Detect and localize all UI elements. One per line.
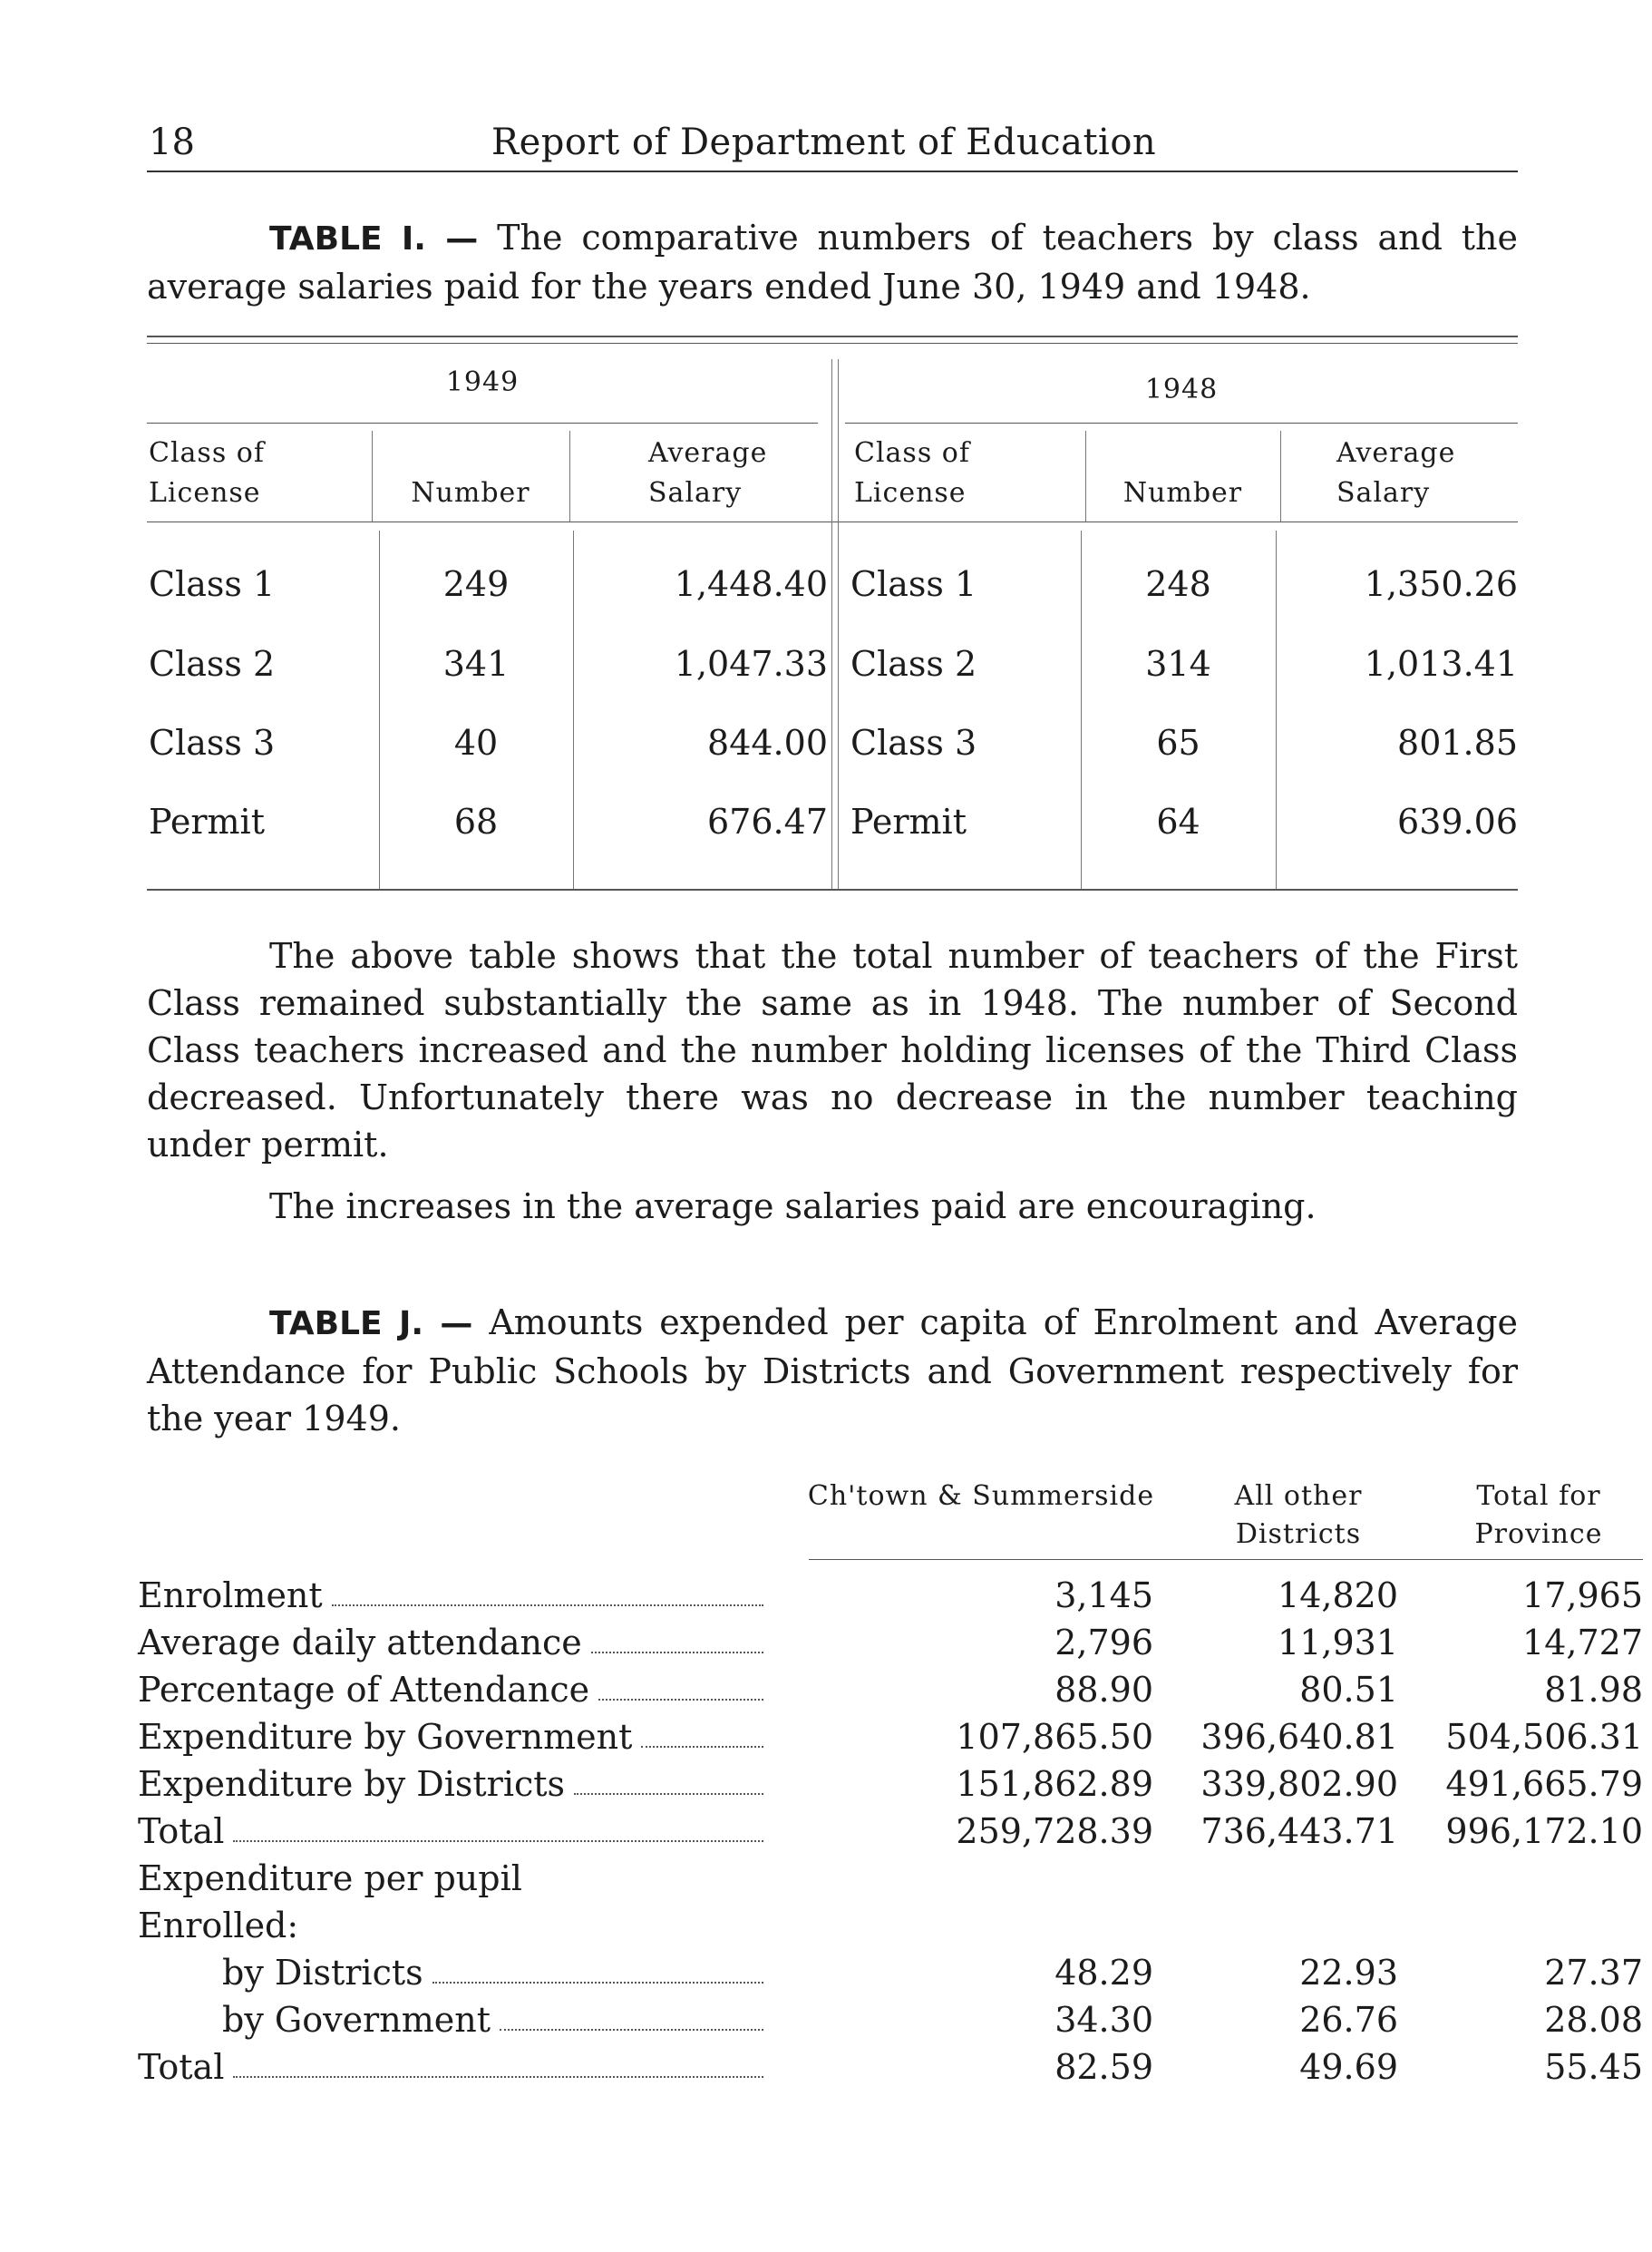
table-row — [138, 1717, 1643, 1764]
row-label: Percentage of Attendance — [138, 1670, 598, 1710]
row-label: Expenditure per pupil — [138, 1858, 531, 1898]
table-i — [147, 336, 1518, 891]
table-i-label: TABLE I. — — [269, 220, 479, 258]
cell-1949-class: Class 3 — [149, 723, 276, 763]
running-header — [147, 116, 1518, 172]
table-i-caption-text: The comparative numbers of teachers by class and the average salaries paid for the years ended June 30, 1949 and 1948. — [147, 218, 1518, 307]
cell-1949-class: Class 2 — [149, 644, 276, 684]
running-title: Report of Department of Education — [491, 122, 1157, 163]
value-chtown: 259,728.39 — [956, 1811, 1153, 1851]
value-chtown: 3,145 — [1054, 1575, 1153, 1615]
table-j-header-other: All other Districts — [1234, 1480, 1363, 1550]
header-number-1949: Number — [411, 477, 530, 509]
value-other: 49.69 — [1299, 2047, 1398, 2087]
row-label: by Districts — [222, 1953, 432, 1993]
table-j-header-chtown: Ch'town & Summerside — [807, 1480, 1155, 1512]
table-j-caption-text: Amounts expended per capita of Enrolment and Average Attendance for Public Schools by Districts and Government respectively for the year 1949. — [147, 1302, 1519, 1438]
table-j-header-total: Total for Province — [1474, 1480, 1603, 1550]
value-total: 55.45 — [1544, 2047, 1643, 2087]
cell-1948-number: 248 — [1145, 564, 1211, 604]
table-row — [138, 1575, 1643, 1623]
cell-1949-salary: 1,448.40 — [674, 564, 828, 604]
header-salary-1948: Average Salary — [1336, 437, 1456, 509]
page-number: 18 — [149, 122, 195, 163]
header-salary-1949: Average Salary — [648, 437, 768, 509]
cell-1949-number: 40 — [453, 723, 499, 763]
cell-1948-salary: 1,013.41 — [1364, 644, 1518, 684]
cell-1948-class: Class 3 — [850, 723, 977, 763]
cell-1949-number: 249 — [442, 564, 510, 604]
cell-1948-salary: 639.06 — [1397, 802, 1518, 842]
value-total: 17,965 — [1522, 1575, 1643, 1615]
row-label: by Government — [222, 2000, 500, 2040]
value-other: 339,802.90 — [1200, 1764, 1398, 1804]
cell-1948-class: Permit — [850, 802, 967, 842]
cell-1948-salary: 801.85 — [1397, 723, 1518, 763]
table-row — [138, 1623, 1643, 1670]
row-label: Expenditure by Districts — [138, 1764, 574, 1804]
table-j-caption — [147, 1299, 1518, 1442]
value-total: 27.37 — [1544, 1953, 1643, 1993]
value-chtown: 2,796 — [1054, 1623, 1153, 1662]
table-row — [138, 1953, 1643, 2000]
value-other: 80.51 — [1299, 1670, 1398, 1710]
header-class-1949: Class of License — [149, 437, 265, 509]
cell-1948-number: 64 — [1156, 802, 1200, 842]
row-label: Total — [138, 1811, 233, 1851]
cell-1949-class: Class 1 — [149, 564, 276, 604]
value-other: 736,443.71 — [1200, 1811, 1398, 1851]
cell-1948-class: Class 1 — [850, 564, 977, 604]
value-chtown: 107,865.50 — [956, 1717, 1153, 1757]
value-total: 491,665.79 — [1445, 1764, 1643, 1804]
value-other: 14,820 — [1278, 1575, 1398, 1615]
row-label: Total — [138, 2047, 233, 2087]
row-label: Enrolled: — [138, 1906, 307, 1945]
value-chtown: 48.29 — [1054, 1953, 1153, 1993]
table-i-caption — [147, 214, 1518, 310]
header-number-1948: Number — [1122, 477, 1243, 509]
table-j-label: TABLE J. — — [269, 1305, 473, 1342]
table-j — [138, 1465, 1643, 2100]
value-other: 396,640.81 — [1200, 1717, 1398, 1757]
body-paragraph: The increases in the average salaries paid are encouraging. — [269, 1186, 1317, 1226]
value-chtown: 82.59 — [1054, 2047, 1153, 2087]
cell-1949-salary: 844.00 — [707, 723, 828, 763]
cell-1949-number: 341 — [442, 644, 510, 684]
cell-1948-class: Class 2 — [850, 644, 977, 684]
cell-1949-number: 68 — [453, 802, 499, 842]
value-total: 996,172.10 — [1445, 1811, 1643, 1851]
header-class-1948: Class of License — [854, 437, 970, 509]
value-total: 504,506.31 — [1445, 1717, 1643, 1757]
value-total: 81.98 — [1544, 1670, 1643, 1710]
value-chtown: 34.30 — [1054, 2000, 1153, 2040]
cell-1949-salary: 1,047.33 — [674, 644, 828, 684]
body-paragraph: The above table shows that the total number of teachers of the First Class remained substantially the same as in 1948. The number of Second Class teachers increased and the number holding licenses of the Third Class decreased. Unfortunately there was no decrease in the number teaching under permit. — [147, 936, 1518, 1165]
cell-1948-number: 314 — [1145, 644, 1211, 684]
value-other: 26.76 — [1299, 2000, 1398, 2040]
table-row — [138, 1764, 1643, 1811]
table-row — [138, 2000, 1643, 2047]
row-label: Enrolment — [138, 1575, 332, 1615]
value-other: 11,931 — [1278, 1623, 1398, 1662]
value-chtown: 88.90 — [1054, 1670, 1153, 1710]
value-total: 28.08 — [1544, 2000, 1643, 2040]
row-label: Expenditure by Government — [138, 1717, 641, 1757]
year-1949-heading: 1949 — [445, 366, 520, 398]
table-row — [138, 1811, 1643, 1858]
cell-1948-number: 65 — [1156, 723, 1200, 763]
cell-1949-class: Permit — [149, 802, 265, 842]
table-row — [138, 1858, 1518, 1906]
table-row — [138, 2047, 1643, 2094]
year-1948-heading: 1948 — [1144, 374, 1219, 405]
value-total: 14,727 — [1522, 1623, 1643, 1662]
table-row — [138, 1670, 1643, 1717]
cell-1948-salary: 1,350.26 — [1364, 564, 1518, 604]
row-label: Average daily attendance — [138, 1623, 591, 1662]
value-chtown: 151,862.89 — [956, 1764, 1153, 1804]
table-row — [138, 1906, 1518, 1953]
cell-1949-salary: 676.47 — [707, 802, 828, 842]
value-other: 22.93 — [1299, 1953, 1398, 1993]
